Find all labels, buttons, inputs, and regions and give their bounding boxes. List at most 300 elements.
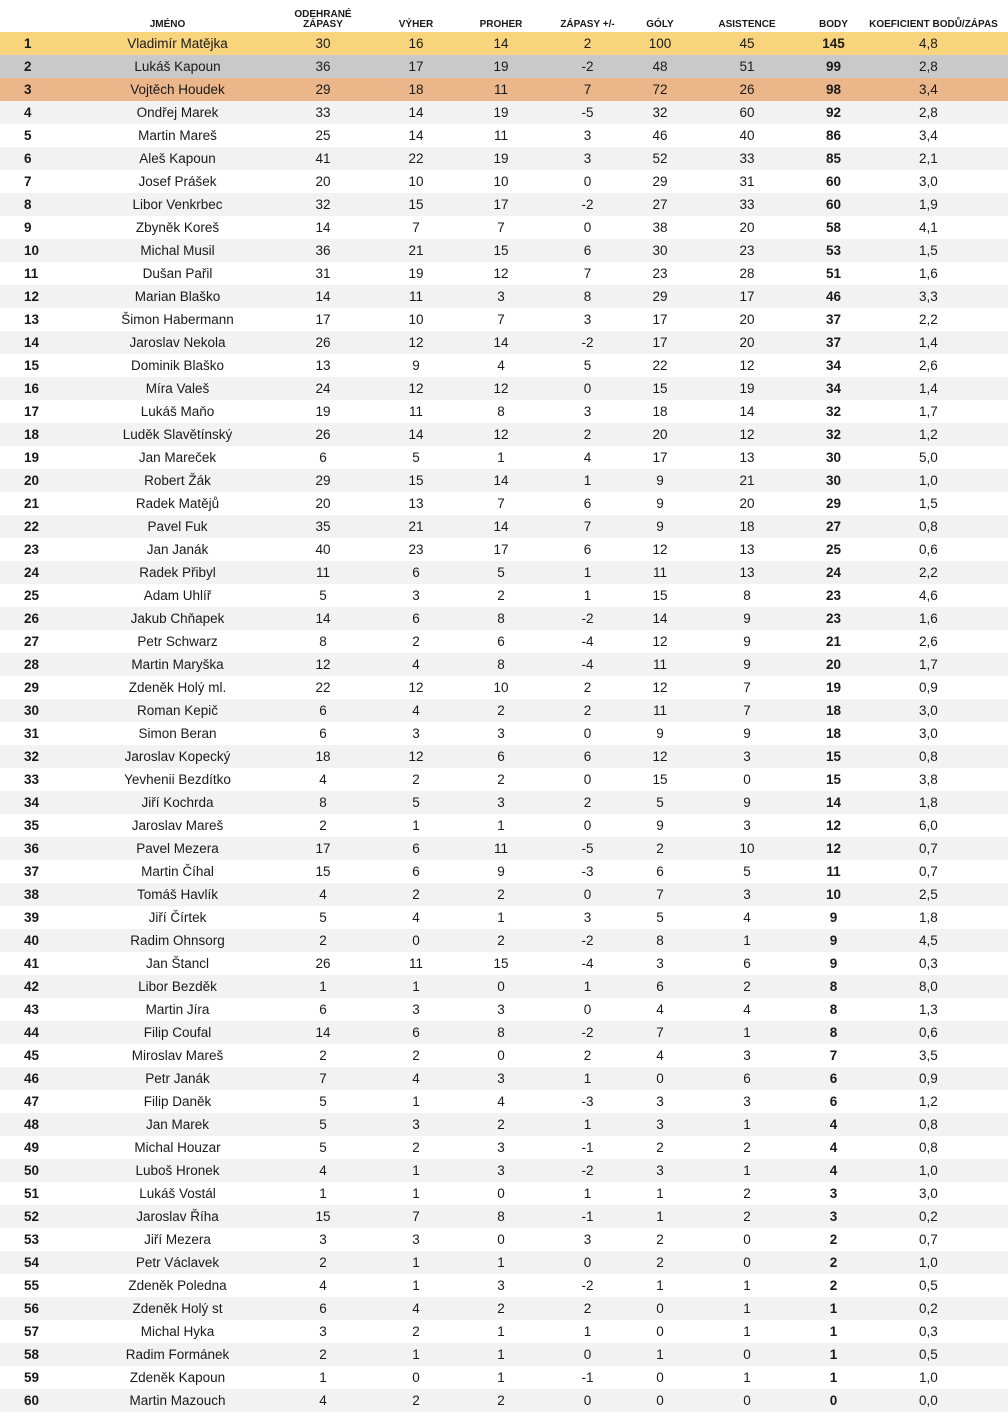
table-row	[0, 1320, 1008, 1343]
cell-points: 99	[808, 55, 859, 78]
cell-goals: 17	[634, 331, 686, 354]
cell-losses: 8	[461, 653, 541, 676]
cell-wins: 3	[371, 722, 461, 745]
cell-rank: 37	[0, 860, 60, 883]
cell-games: 12	[275, 653, 371, 676]
cell-losses: 12	[461, 377, 541, 400]
cell-goals: 30	[634, 239, 686, 262]
cell-losses: 14	[461, 32, 541, 55]
table-row	[0, 998, 1008, 1021]
cell-assists: 9	[686, 722, 808, 745]
cell-assists: 12	[686, 423, 808, 446]
cell-coefficient: 1,5	[859, 492, 1008, 515]
cell-coefficient: 2,8	[859, 101, 1008, 124]
cell-losses: 3	[461, 1274, 541, 1297]
cell-coefficient: 0,2	[859, 1205, 1008, 1228]
cell-assists: 2	[686, 1182, 808, 1205]
cell-games: 7	[275, 1067, 371, 1090]
cell-points: 15	[808, 768, 859, 791]
cell-losses: 15	[461, 952, 541, 975]
cell-losses: 14	[461, 469, 541, 492]
cell-player-name: Petr Janák	[60, 1067, 275, 1090]
table-row	[0, 929, 1008, 952]
cell-goals: 2	[634, 837, 686, 860]
cell-player-name: Jiří Mezera	[60, 1228, 275, 1251]
cell-coefficient: 0,3	[859, 1320, 1008, 1343]
table-header	[0, 0, 1008, 32]
cell-losses: 8	[461, 400, 541, 423]
cell-losses: 19	[461, 101, 541, 124]
cell-wins: 21	[371, 515, 461, 538]
cell-points: 98	[808, 78, 859, 101]
cell-wins: 4	[371, 906, 461, 929]
cell-rank: 50	[0, 1159, 60, 1182]
cell-points: 37	[808, 308, 859, 331]
table-row	[0, 860, 1008, 883]
cell-goals: 18	[634, 400, 686, 423]
cell-coefficient: 2,5	[859, 883, 1008, 906]
cell-goals: 38	[634, 216, 686, 239]
cell-losses: 0	[461, 1182, 541, 1205]
table-row	[0, 883, 1008, 906]
table-row	[0, 722, 1008, 745]
cell-coefficient: 2,6	[859, 354, 1008, 377]
cell-assists: 1	[686, 1159, 808, 1182]
cell-points: 18	[808, 699, 859, 722]
cell-goals: 3	[634, 1113, 686, 1136]
cell-plusminus: 1	[541, 469, 634, 492]
cell-plusminus: -1	[541, 1205, 634, 1228]
cell-games: 14	[275, 1021, 371, 1044]
cell-games: 13	[275, 354, 371, 377]
cell-plusminus: -3	[541, 860, 634, 883]
cell-goals: 1	[634, 1274, 686, 1297]
cell-points: 4	[808, 1136, 859, 1159]
cell-goals: 1	[634, 1205, 686, 1228]
cell-assists: 1	[686, 1021, 808, 1044]
cell-plusminus: 6	[541, 239, 634, 262]
cell-rank: 26	[0, 607, 60, 630]
cell-assists: 14	[686, 400, 808, 423]
cell-rank: 17	[0, 400, 60, 423]
cell-games: 26	[275, 423, 371, 446]
cell-coefficient: 3,5	[859, 1044, 1008, 1067]
table-row	[0, 216, 1008, 239]
cell-player-name: Zdeněk Kapoun	[60, 1366, 275, 1389]
cell-goals: 1	[634, 1343, 686, 1366]
cell-rank: 32	[0, 745, 60, 768]
table-row	[0, 469, 1008, 492]
cell-player-name: Luboš Hronek	[60, 1159, 275, 1182]
cell-wins: 12	[371, 331, 461, 354]
cell-points: 8	[808, 998, 859, 1021]
cell-player-name: Petr Václavek	[60, 1251, 275, 1274]
cell-assists: 12	[686, 354, 808, 377]
table-row	[0, 400, 1008, 423]
cell-coefficient: 1,6	[859, 262, 1008, 285]
cell-coefficient: 1,2	[859, 423, 1008, 446]
cell-rank: 53	[0, 1228, 60, 1251]
cell-losses: 8	[461, 607, 541, 630]
cell-rank: 23	[0, 538, 60, 561]
cell-wins: 3	[371, 998, 461, 1021]
cell-plusminus: 7	[541, 515, 634, 538]
cell-losses: 1	[461, 1320, 541, 1343]
cell-plusminus: 2	[541, 1297, 634, 1320]
cell-coefficient: 4,8	[859, 32, 1008, 55]
cell-assists: 26	[686, 78, 808, 101]
cell-losses: 17	[461, 193, 541, 216]
cell-coefficient: 0,9	[859, 1067, 1008, 1090]
cell-plusminus: 0	[541, 1389, 634, 1412]
cell-player-name: Jan Janák	[60, 538, 275, 561]
cell-coefficient: 1,5	[859, 239, 1008, 262]
cell-player-name: Jaroslav Kopecký	[60, 745, 275, 768]
cell-points: 2	[808, 1228, 859, 1251]
cell-assists: 20	[686, 216, 808, 239]
cell-assists: 8	[686, 584, 808, 607]
cell-points: 92	[808, 101, 859, 124]
cell-losses: 2	[461, 699, 541, 722]
cell-assists: 9	[686, 630, 808, 653]
cell-wins: 7	[371, 216, 461, 239]
cell-points: 19	[808, 676, 859, 699]
cell-assists: 51	[686, 55, 808, 78]
cell-player-name: Šimon Habermann	[60, 308, 275, 331]
cell-plusminus: 0	[541, 1343, 634, 1366]
cell-assists: 0	[686, 768, 808, 791]
cell-player-name: Lukáš Vostál	[60, 1182, 275, 1205]
cell-losses: 3	[461, 1159, 541, 1182]
cell-goals: 6	[634, 860, 686, 883]
cell-plusminus: 1	[541, 1320, 634, 1343]
cell-plusminus: -2	[541, 929, 634, 952]
cell-games: 2	[275, 1251, 371, 1274]
cell-losses: 1	[461, 906, 541, 929]
header-row	[0, 0, 1008, 32]
cell-games: 36	[275, 239, 371, 262]
header-assists: ASISTENCE	[718, 19, 776, 30]
cell-wins: 0	[371, 1366, 461, 1389]
cell-goals: 5	[634, 791, 686, 814]
cell-plusminus: 1	[541, 1067, 634, 1090]
cell-coefficient: 1,0	[859, 1366, 1008, 1389]
cell-assists: 0	[686, 1389, 808, 1412]
cell-rank: 10	[0, 239, 60, 262]
cell-player-name: Jakub Chňapek	[60, 607, 275, 630]
cell-player-name: Míra Valeš	[60, 377, 275, 400]
cell-plusminus: -3	[541, 1090, 634, 1113]
cell-points: 9	[808, 952, 859, 975]
cell-coefficient: 0,9	[859, 676, 1008, 699]
cell-rank: 49	[0, 1136, 60, 1159]
cell-wins: 21	[371, 239, 461, 262]
cell-losses: 2	[461, 1113, 541, 1136]
cell-losses: 0	[461, 1044, 541, 1067]
table-row	[0, 607, 1008, 630]
cell-plusminus: 1	[541, 1182, 634, 1205]
cell-points: 145	[808, 32, 859, 55]
cell-wins: 19	[371, 262, 461, 285]
cell-losses: 7	[461, 308, 541, 331]
cell-plusminus: 1	[541, 584, 634, 607]
header-goals: GÓLY	[646, 19, 674, 30]
cell-goals: 4	[634, 1044, 686, 1067]
cell-rank: 51	[0, 1182, 60, 1205]
cell-wins: 14	[371, 101, 461, 124]
cell-losses: 1	[461, 1366, 541, 1389]
cell-wins: 11	[371, 285, 461, 308]
cell-rank: 4	[0, 101, 60, 124]
cell-goals: 7	[634, 1021, 686, 1044]
cell-coefficient: 0,7	[859, 837, 1008, 860]
cell-assists: 60	[686, 101, 808, 124]
cell-rank: 59	[0, 1366, 60, 1389]
cell-losses: 2	[461, 1389, 541, 1412]
cell-coefficient: 1,0	[859, 1159, 1008, 1182]
cell-plusminus: 2	[541, 1044, 634, 1067]
table-row	[0, 538, 1008, 561]
cell-coefficient: 0,6	[859, 1021, 1008, 1044]
cell-rank: 41	[0, 952, 60, 975]
cell-coefficient: 3,4	[859, 78, 1008, 101]
cell-assists: 33	[686, 193, 808, 216]
cell-points: 58	[808, 216, 859, 239]
cell-games: 2	[275, 1044, 371, 1067]
cell-wins: 0	[371, 929, 461, 952]
cell-goals: 3	[634, 1159, 686, 1182]
cell-wins: 22	[371, 147, 461, 170]
cell-plusminus: 0	[541, 170, 634, 193]
cell-plusminus: 0	[541, 883, 634, 906]
cell-assists: 2	[686, 1136, 808, 1159]
cell-wins: 3	[371, 1113, 461, 1136]
cell-points: 6	[808, 1067, 859, 1090]
cell-wins: 14	[371, 423, 461, 446]
cell-player-name: Zbyněk Koreš	[60, 216, 275, 239]
cell-coefficient: 3,0	[859, 170, 1008, 193]
cell-games: 6	[275, 1297, 371, 1320]
cell-points: 18	[808, 722, 859, 745]
cell-points: 10	[808, 883, 859, 906]
cell-losses: 2	[461, 929, 541, 952]
table-row	[0, 124, 1008, 147]
cell-coefficient: 3,3	[859, 285, 1008, 308]
cell-goals: 2	[634, 1136, 686, 1159]
cell-coefficient: 1,0	[859, 1251, 1008, 1274]
cell-games: 29	[275, 78, 371, 101]
cell-wins: 10	[371, 308, 461, 331]
cell-assists: 3	[686, 1044, 808, 1067]
cell-games: 6	[275, 998, 371, 1021]
cell-points: 4	[808, 1113, 859, 1136]
cell-coefficient: 1,3	[859, 998, 1008, 1021]
cell-rank: 20	[0, 469, 60, 492]
cell-player-name: Michal Musil	[60, 239, 275, 262]
table-row	[0, 354, 1008, 377]
cell-wins: 17	[371, 55, 461, 78]
cell-plusminus: -2	[541, 1274, 634, 1297]
cell-player-name: Lukáš Maňo	[60, 400, 275, 423]
cell-points: 34	[808, 377, 859, 400]
cell-plusminus: -4	[541, 653, 634, 676]
cell-wins: 12	[371, 676, 461, 699]
cell-goals: 2	[634, 1228, 686, 1251]
cell-coefficient: 3,0	[859, 699, 1008, 722]
cell-goals: 48	[634, 55, 686, 78]
cell-player-name: Pavel Mezera	[60, 837, 275, 860]
cell-losses: 4	[461, 354, 541, 377]
cell-goals: 22	[634, 354, 686, 377]
cell-assists: 40	[686, 124, 808, 147]
cell-games: 25	[275, 124, 371, 147]
cell-assists: 2	[686, 1205, 808, 1228]
cell-rank: 16	[0, 377, 60, 400]
header-losses: PROHER	[479, 19, 523, 30]
cell-assists: 2	[686, 975, 808, 998]
cell-plusminus: -2	[541, 193, 634, 216]
cell-wins: 6	[371, 1021, 461, 1044]
cell-losses: 6	[461, 745, 541, 768]
cell-wins: 1	[371, 1182, 461, 1205]
cell-losses: 19	[461, 147, 541, 170]
cell-games: 18	[275, 745, 371, 768]
table-row	[0, 906, 1008, 929]
cell-wins: 11	[371, 400, 461, 423]
header-points: BODY	[819, 19, 848, 30]
cell-losses: 9	[461, 860, 541, 883]
cell-wins: 16	[371, 32, 461, 55]
cell-games: 4	[275, 1389, 371, 1412]
cell-plusminus: -2	[541, 1021, 634, 1044]
cell-points: 46	[808, 285, 859, 308]
cell-rank: 18	[0, 423, 60, 446]
cell-rank: 43	[0, 998, 60, 1021]
table-row	[0, 814, 1008, 837]
cell-rank: 36	[0, 837, 60, 860]
table-row	[0, 952, 1008, 975]
cell-player-name: Michal Houzar	[60, 1136, 275, 1159]
table-row	[0, 630, 1008, 653]
cell-assists: 0	[686, 1343, 808, 1366]
cell-points: 37	[808, 331, 859, 354]
table-row	[0, 1251, 1008, 1274]
cell-assists: 1	[686, 929, 808, 952]
cell-player-name: Martin Mareš	[60, 124, 275, 147]
table-row	[0, 285, 1008, 308]
cell-losses: 2	[461, 883, 541, 906]
cell-goals: 7	[634, 883, 686, 906]
cell-losses: 7	[461, 216, 541, 239]
table-row	[0, 446, 1008, 469]
cell-goals: 6	[634, 975, 686, 998]
cell-assists: 9	[686, 653, 808, 676]
cell-goals: 11	[634, 653, 686, 676]
cell-goals: 0	[634, 1389, 686, 1412]
cell-rank: 46	[0, 1067, 60, 1090]
cell-coefficient: 2,8	[859, 55, 1008, 78]
cell-games: 33	[275, 101, 371, 124]
table-row	[0, 1136, 1008, 1159]
cell-points: 11	[808, 860, 859, 883]
cell-goals: 27	[634, 193, 686, 216]
cell-goals: 12	[634, 745, 686, 768]
cell-plusminus: -2	[541, 1159, 634, 1182]
cell-plusminus: -4	[541, 952, 634, 975]
cell-rank: 7	[0, 170, 60, 193]
table-row	[0, 170, 1008, 193]
cell-losses: 8	[461, 1205, 541, 1228]
cell-player-name: Jiří Kochrda	[60, 791, 275, 814]
cell-plusminus: 0	[541, 216, 634, 239]
table-row	[0, 377, 1008, 400]
cell-assists: 5	[686, 860, 808, 883]
cell-rank: 31	[0, 722, 60, 745]
cell-plusminus: 1	[541, 1113, 634, 1136]
cell-points: 1	[808, 1297, 859, 1320]
table-row	[0, 193, 1008, 216]
cell-coefficient: 2,1	[859, 147, 1008, 170]
cell-wins: 5	[371, 791, 461, 814]
cell-player-name: Libor Venkrbec	[60, 193, 275, 216]
table-row	[0, 1297, 1008, 1320]
cell-rank: 33	[0, 768, 60, 791]
cell-plusminus: 7	[541, 78, 634, 101]
cell-games: 15	[275, 860, 371, 883]
cell-goals: 9	[634, 469, 686, 492]
cell-assists: 19	[686, 377, 808, 400]
cell-coefficient: 5,0	[859, 446, 1008, 469]
cell-losses: 10	[461, 676, 541, 699]
cell-games: 4	[275, 1274, 371, 1297]
cell-wins: 2	[371, 1044, 461, 1067]
cell-rank: 35	[0, 814, 60, 837]
cell-assists: 20	[686, 492, 808, 515]
cell-player-name: Radim Formánek	[60, 1343, 275, 1366]
cell-games: 24	[275, 377, 371, 400]
cell-player-name: Martin Mazouch	[60, 1389, 275, 1412]
cell-goals: 5	[634, 906, 686, 929]
cell-plusminus: 6	[541, 492, 634, 515]
cell-games: 40	[275, 538, 371, 561]
header-rank	[0, 0, 60, 32]
cell-losses: 11	[461, 837, 541, 860]
table-row	[0, 1389, 1008, 1412]
cell-games: 1	[275, 1182, 371, 1205]
cell-wins: 12	[371, 745, 461, 768]
cell-player-name: Jaroslav Říha	[60, 1205, 275, 1228]
cell-coefficient: 1,7	[859, 400, 1008, 423]
cell-points: 32	[808, 400, 859, 423]
cell-wins: 6	[371, 607, 461, 630]
cell-rank: 42	[0, 975, 60, 998]
cell-wins: 12	[371, 377, 461, 400]
cell-plusminus: 7	[541, 262, 634, 285]
cell-games: 15	[275, 1205, 371, 1228]
cell-assists: 13	[686, 538, 808, 561]
table-row	[0, 78, 1008, 101]
cell-coefficient: 0,7	[859, 1228, 1008, 1251]
cell-player-name: Miroslav Mareš	[60, 1044, 275, 1067]
cell-plusminus: 1	[541, 975, 634, 998]
cell-player-name: Zdeněk Holý st	[60, 1297, 275, 1320]
cell-games: 4	[275, 768, 371, 791]
cell-plusminus: 2	[541, 791, 634, 814]
cell-coefficient: 1,0	[859, 469, 1008, 492]
cell-player-name: Dominik Blaško	[60, 354, 275, 377]
cell-losses: 1	[461, 1343, 541, 1366]
table-row	[0, 561, 1008, 584]
